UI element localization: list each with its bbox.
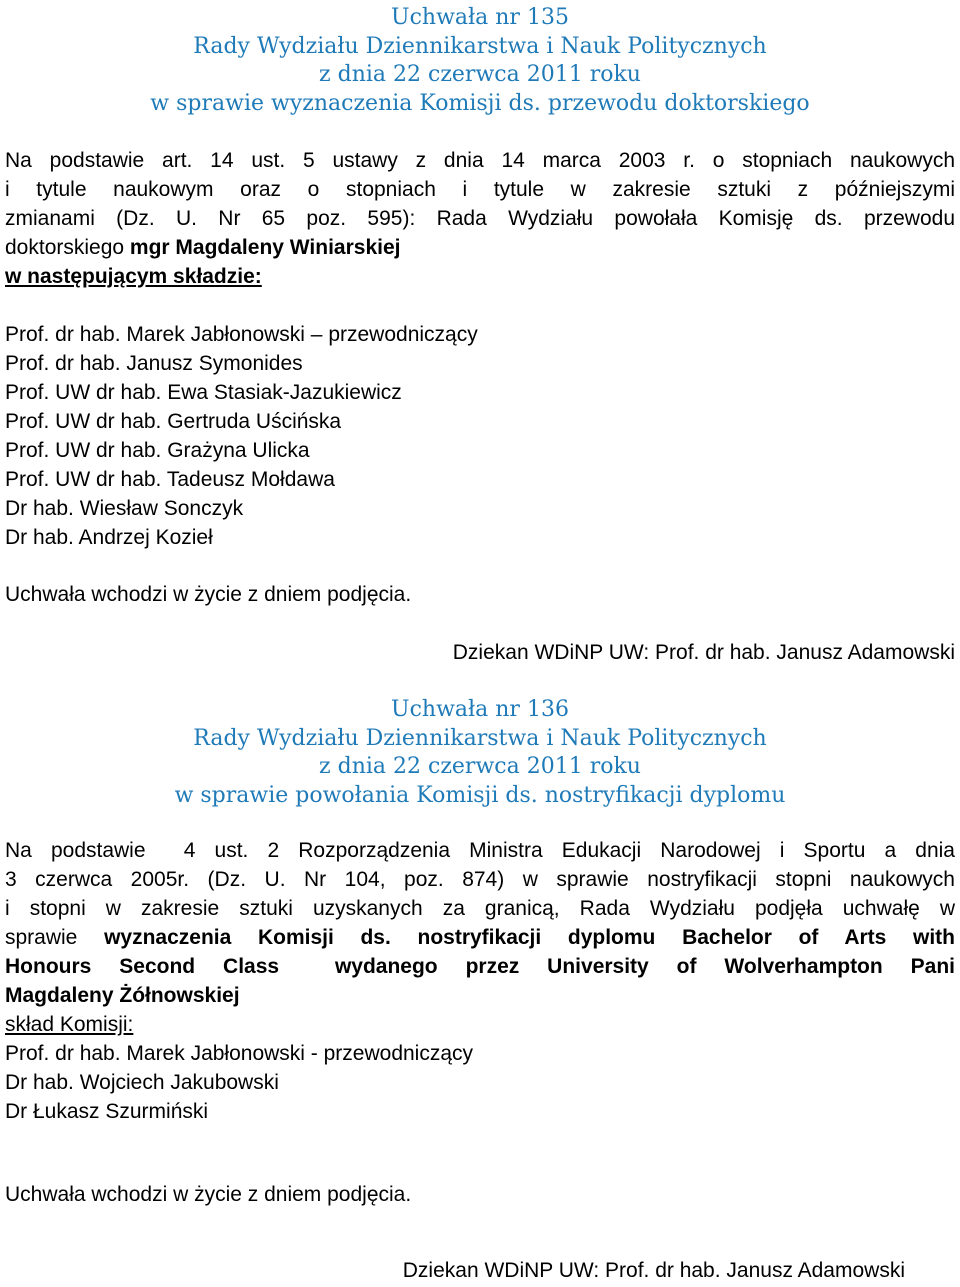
body-line: Honours Second Class wydanego przez University of Wolverhampton Pani: [5, 955, 955, 978]
body-line4-plain: sprawie: [5, 926, 78, 949]
member-row: Prof. dr hab. Marek Jabłonowski - przewodniczący: [5, 1042, 474, 1065]
body-line: [5, 923, 955, 952]
resolution-135-heading: [5, 4, 955, 118]
body-line4-bold: wyznaczenia Komisji ds. nostryfikacji dyplomu Bachelor of Arts with: [104, 926, 956, 949]
body-line: Na podstawie art. 14 ust. 5 ustawy z dnia 14 marca 2003 r. o stopniach naukowych: [5, 149, 955, 172]
composition-label: w następującym składzie:: [5, 265, 262, 288]
resolution-135-body: [5, 146, 955, 291]
heading-council: Rady Wydziału Dziennikarstwa i Nauk Politycznych: [193, 725, 767, 751]
body-line: i tytule naukowym oraz o stopniach i tytule w zakresie sztuki z późniejszymi: [5, 178, 955, 201]
heading-subject: w sprawie wyznaczenia Komisji ds. przewodu doktorskiego: [150, 90, 810, 116]
resolution-136-members: [5, 1039, 473, 1126]
heading-title: Uchwała nr 136: [391, 697, 569, 722]
member-row: Prof. UW dr hab. Gertruda Uścińska: [5, 410, 342, 433]
member-row: Dr hab. Wiesław Sonczyk: [5, 497, 244, 520]
heading-date: z dnia 22 czerwca 2011 roku: [319, 62, 641, 87]
body-line: Na podstawie 4 ust. 2 Rozporządzenia Ministra Edukacji Narodowej i Sportu a dnia: [5, 839, 955, 862]
member-row: Prof. UW dr hab. Grażyna Ulicka: [5, 439, 310, 462]
body-line-last: [5, 233, 955, 262]
resolution-136-signature: Dziekan WDiNP UW: Prof. dr hab. Janusz Adamowski: [402, 1259, 905, 1282]
heading-subject: w sprawie powołania Komisji ds. nostryfikacji dyplomu: [174, 782, 786, 808]
resolution-135-effective: Uchwała wchodzi w życie z dniem podjęcia.: [5, 583, 412, 606]
member-row: Dr hab. Andrzej Kozieł: [5, 526, 213, 549]
candidate-name: Magdaleny Żółnowskiej: [5, 984, 240, 1007]
composition-label: skład Komisji:: [5, 1013, 134, 1036]
resolution-135-members: [5, 320, 478, 552]
body-last-plain: doktorskiego: [5, 236, 125, 259]
member-row: Dr Łukasz Szurmiński: [5, 1100, 209, 1123]
resolution-136-heading: [5, 696, 955, 810]
heading-date: z dnia 22 czerwca 2011 roku: [319, 754, 641, 779]
resolution-136-body: [5, 836, 955, 1039]
heading-council: Rady Wydziału Dziennikarstwa i Nauk Politycznych: [193, 33, 767, 59]
member-row: Prof. dr hab. Marek Jabłonowski – przewodniczący: [5, 323, 478, 346]
body-line: zmianami (Dz. U. Nr 65 poz. 595): Rada Wydziału powołała Komisję ds. przewodu: [5, 207, 955, 230]
member-row: Prof. dr hab. Janusz Symonides: [5, 352, 303, 375]
resolution-136-effective: Uchwała wchodzi w życie z dniem podjęcia.: [5, 1183, 412, 1206]
candidate-name: mgr Magdaleny Winiarskiej: [129, 236, 401, 259]
body-line: 3 czerwca 2005r. (Dz. U. Nr 104, poz. 874) w sprawie nostryfikacji stopni naukowych: [5, 868, 955, 891]
member-row: Dr hab. Wojciech Jakubowski: [5, 1071, 279, 1094]
body-line: i stopni w zakresie sztuki uzyskanych za granicą, Rada Wydziału podjęła uchwałę w: [5, 897, 955, 920]
member-row: Prof. UW dr hab. Ewa Stasiak-Jazukiewicz: [5, 381, 402, 404]
member-row: Prof. UW dr hab. Tadeusz Mołdawa: [5, 468, 335, 491]
resolution-135-signature: Dziekan WDiNP UW: Prof. dr hab. Janusz Adamowski: [452, 641, 955, 664]
heading-title: Uchwała nr 135: [391, 5, 569, 30]
